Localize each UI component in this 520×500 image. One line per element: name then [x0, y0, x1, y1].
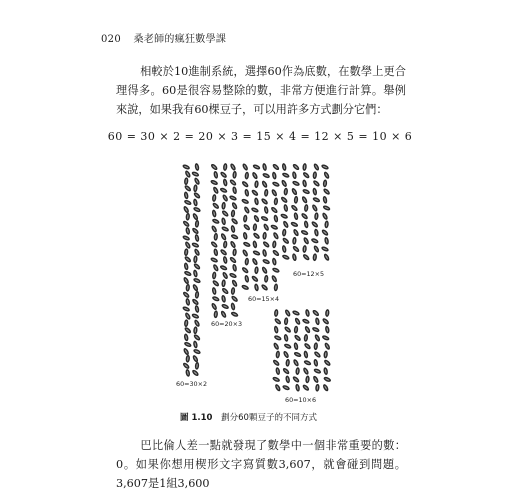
bean-group-label: 60=15×4: [248, 295, 280, 303]
bean-group: [280, 163, 331, 262]
figure-number: 圖 1.10: [180, 413, 213, 423]
intro-text: 相較於10進制系統，選擇60作為底數，在數學上更合理得多。60是很容易整除的數，非常方便進行計算。舉例來說，如果我有60棵豆子，可以用許多方式劃分它們：: [116, 65, 406, 116]
book-title: 桑老師的瘋狂數學課: [133, 34, 227, 45]
page-number: 020: [101, 34, 121, 45]
closing-paragraph: [116, 436, 406, 493]
bean-group: [182, 163, 202, 377]
closing-text: 巴比倫人差一點就發現了數學中一個非常重要的數：0。如果你想用楔形文字寫質數3,607，就會碰到問題。3,607是1組3,600: [116, 439, 406, 490]
equation: 60 = 30 × 2 = 20 × 3 = 15 × 4 = 12 × 5 = 10 × 6: [107, 130, 413, 143]
bean-group: [241, 163, 281, 292]
bean-group: [210, 163, 239, 319]
bean-group-label: 60=30×2: [176, 380, 208, 388]
bean-group: [272, 309, 332, 393]
bean-group-label: 60=20×3: [211, 320, 243, 328]
figure-caption: [180, 411, 317, 423]
bean-group-label: 60=12×5: [293, 270, 325, 278]
figure-caption-text: 劃分60顆豆子的不同方式: [221, 413, 317, 423]
bean-group-label: 60=10×6: [285, 396, 317, 404]
